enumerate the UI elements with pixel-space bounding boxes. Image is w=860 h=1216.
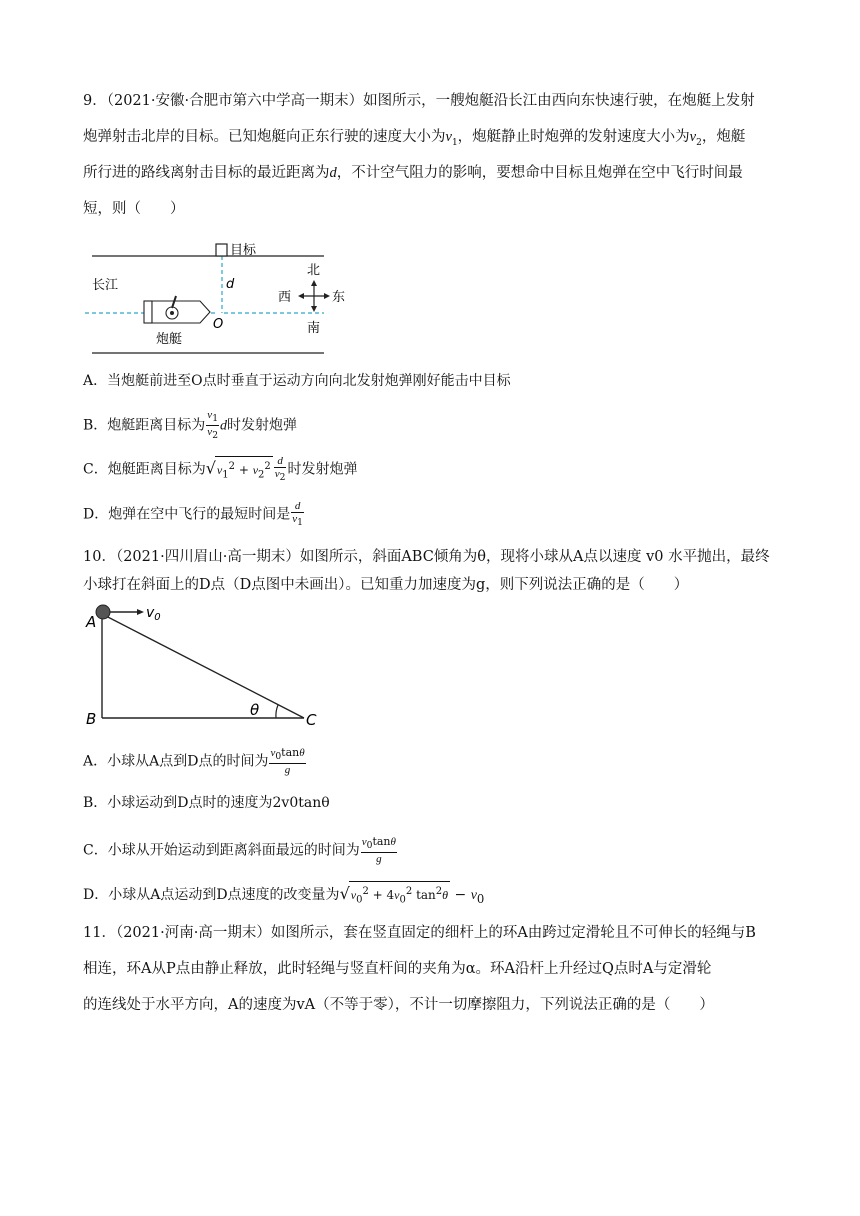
q9-option-c: C．炮艇距离目标为$√v_1^2 + v_2^2$ $\frac{d}{v_2}$ 时发射炮弹 (83, 455, 358, 484)
q9-line2: 炮弹射击北岸的目标。已知炮艇向正东行驶的速度大小为$v_1$，炮艇静止时炮弹的发射速度大小为$v_2$，炮艇 (83, 129, 746, 148)
q10-option-d: D．小球从A点运动到D点速度的改变量为$√v_0^2 + 4v_0^2$ $\tan^2\theta - v_0$ (83, 881, 484, 910)
fig-label-east: 东 (332, 290, 346, 305)
fig-label-A: A (86, 613, 97, 631)
fig-label-d: d (226, 277, 235, 292)
fig-label-south: 南 (307, 321, 321, 336)
q10-option-c: C．小球从开始运动到距离斜面最远的时间为 $\frac{v_0\tan\theta}{g}$ (83, 835, 396, 866)
q11-line2: 相连，环A从P点由静止释放，此时轻绳与竖直杆间的夹角为α。环A沿杆上升经过Q点时A与定滑轮 (83, 961, 712, 977)
ball-icon (96, 605, 110, 619)
q11-line1: 11．（2021·河南·高一期末）如图所示，套在竖直固定的细杆上的环A由跨过定滑轮且不可伸长的轻绳与B (83, 925, 756, 941)
q9-option-b: B．炮艇距离目标为 $\frac{v_1}{v_2}$ d时发射炮弹 (83, 409, 298, 442)
q9-line1: 9．（2021·安徽·合肥市第六中学高一期末）如图所示，一艘炮艇沿长江由西向东快速行驶，在炮艇上发射 (83, 93, 755, 109)
fig-label-C: C (306, 711, 317, 729)
q9-option-a: A．当炮艇前进至O点时垂直于运动方向向北发射炮弹刚好能击中目标 (83, 373, 511, 389)
fig-label-north: 北 (307, 263, 321, 278)
q9-line3: 所行进的路线离射击目标的最近距离为d，不计空气阻力的影响，要想命中目标且炮弹在空中飞行时间最 (83, 165, 743, 181)
fig-label-O: O (213, 317, 224, 332)
q9-option-d: D．炮弹在空中飞行的最短时间是 $\frac{d}{v_1}$ (83, 500, 303, 529)
q10-figure (82, 598, 332, 730)
q10-option-a: A．小球从A点到D点的时间为 $\frac{v_0\tan\theta}{g}$ (83, 746, 305, 777)
target-marker (216, 244, 227, 256)
fig-label-theta: θ (250, 701, 260, 719)
fig-label-B: B (86, 710, 97, 728)
fig-label-v0: $v_0$ (146, 605, 161, 623)
q10-line1: 10．（2021·四川眉山·高一期末）如图所示，斜面ABC倾角为θ，现将小球从A点以速度 v0 水平抛出，最终 (83, 549, 770, 565)
q9-figure (80, 238, 346, 360)
compass-icon (298, 280, 330, 312)
q10-line2: 小球打在斜面上的D点（D点图中未画出）。已知重力加速度为g，则下列说法正确的是（ ） (83, 577, 689, 593)
fig-label-boat: 炮艇 (156, 332, 183, 347)
fig-label-west: 西 (278, 290, 292, 305)
q10-option-b: B．小球运动到D点时的速度为2v0tanθ (83, 795, 330, 811)
fig-label-target: 目标 (230, 243, 257, 258)
q11-line3: 的连线处于水平方向，A的速度为vA（不等于零），不计一切摩擦阻力，下列说法正确的是（ ） (83, 997, 714, 1013)
boat-icon (144, 296, 210, 323)
q9-line4: 短，则（ ） (83, 201, 185, 217)
fig-label-river: 长江 (92, 278, 119, 293)
